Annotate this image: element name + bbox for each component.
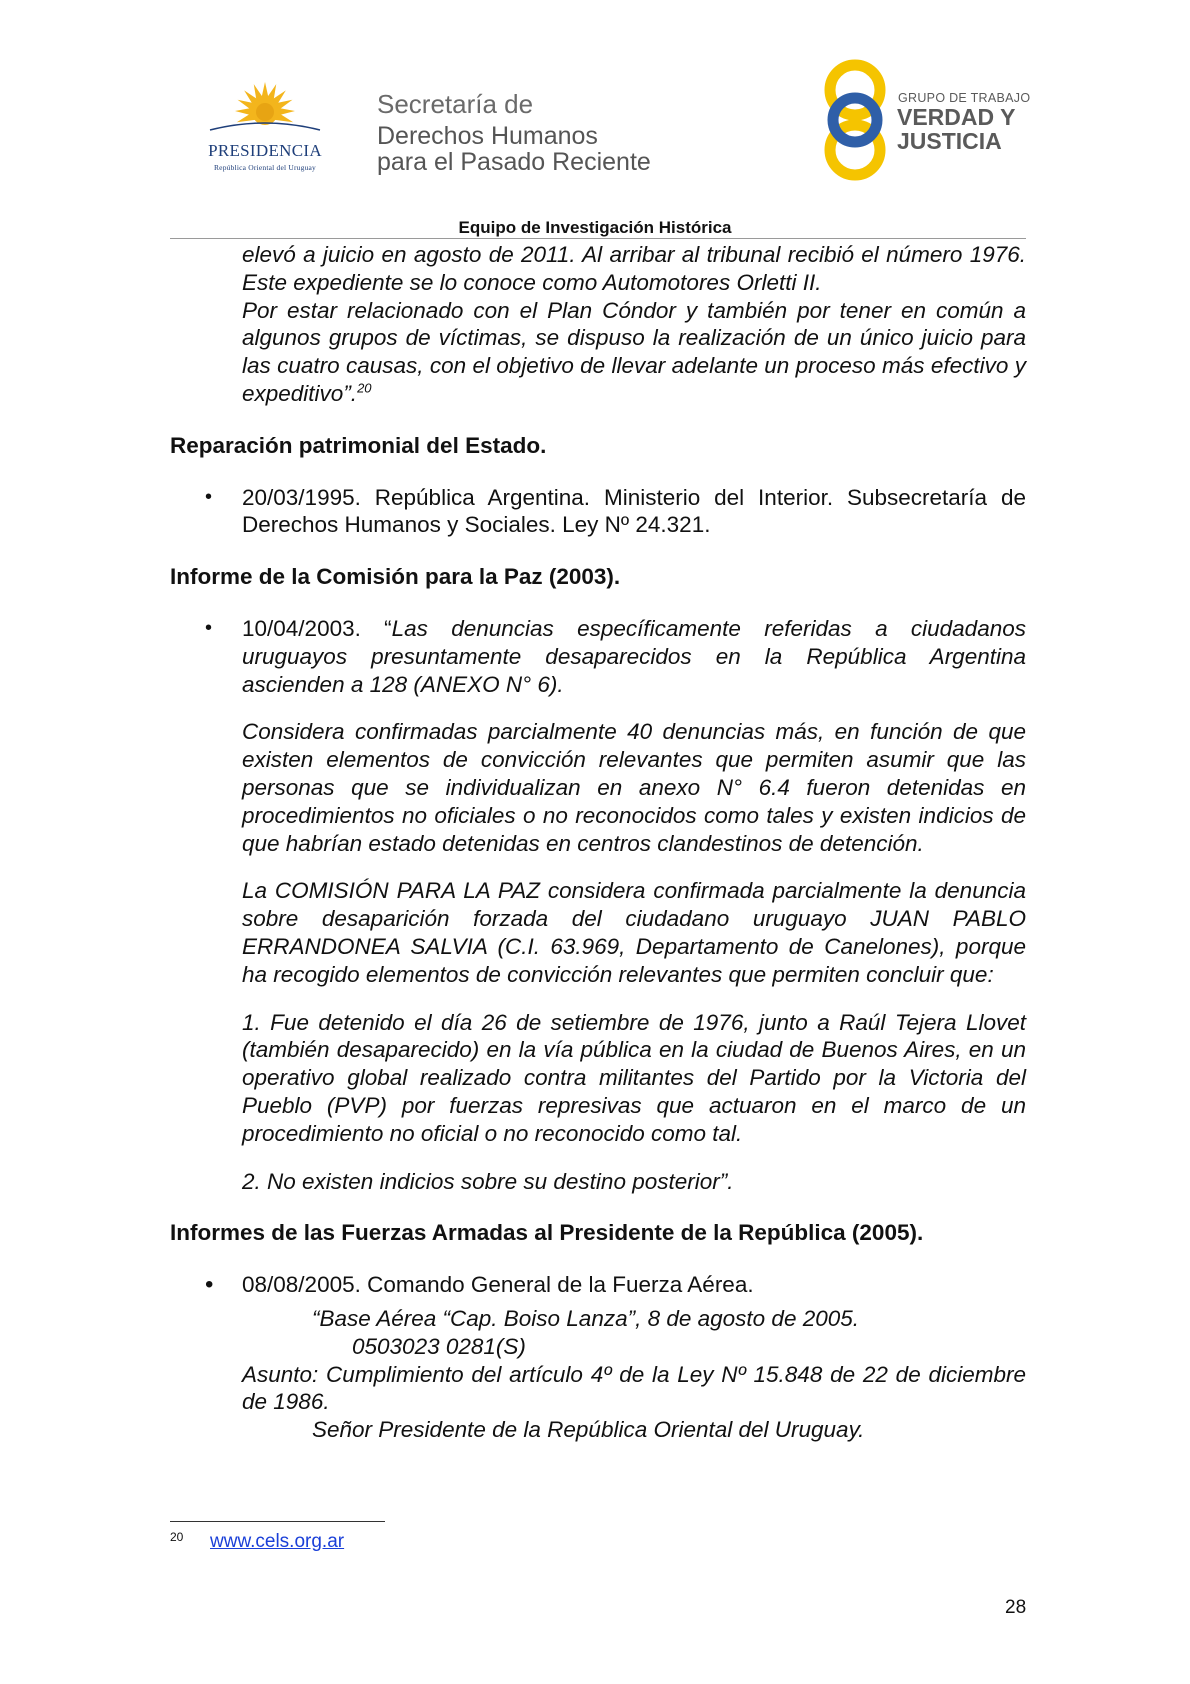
bullet-icon: • [205, 1271, 214, 1299]
list-item-text [242, 615, 1026, 698]
list-item-quote: Las denuncias específicamente referidas a ciudadanos uruguayos presuntamente desaparecidos en la República Argentina ascienden a 128 (ANEXO N° 6). [242, 615, 1026, 697]
list-item [170, 484, 1026, 540]
list-item-date: 10/04/2003. “ [242, 615, 392, 641]
footnote-link[interactable]: www.cels.org.ar [210, 1531, 345, 1552]
justicia-label: JUSTICIA [897, 128, 1002, 154]
quote-paragraph: 2. No existen indicios sobre su destino posterior”. [242, 1168, 734, 1194]
verdad-justicia-rings-logo [820, 55, 890, 185]
letter-reference: 0503023 0281(S) [352, 1333, 526, 1359]
secretaria-line3: para el Pasado Reciente [377, 148, 651, 176]
page-number: 28 [1005, 1597, 1027, 1618]
section-heading-reparacion: Reparación patrimonial del Estado. [170, 432, 547, 458]
list-item-text: 20/03/1995. República Argentina. Ministerio del Interior. Subsecretaría de Derechos Humanos y Sociales. Ley Nº 24.321. [242, 484, 1026, 538]
list-item [170, 1271, 1026, 1299]
letter-salutation: Señor Presidente de la República Oriental del Uruguay. [312, 1417, 865, 1443]
section-heading-informes: Informes de las Fuerzas Armadas al Presidente de la República (2005). [170, 1220, 924, 1246]
presidencia-subtitle: República Oriental del Uruguay [213, 163, 316, 172]
document-body [170, 241, 1026, 1444]
section-heading-comision: Informe de la Comisión para la Paz (2003). [170, 564, 621, 590]
footnote-divider [170, 1521, 385, 1522]
quote-paragraph: 1. Fue detenido el día 26 de setiembre de 1976, junto a Raúl Tejera Llovet (también desaparecido) en la vía pública en la ciudad de Buenos Aires, en un operativo global realizado contra militantes del Partido por la Victoria del Pueblo (PVP) por fuerzas represivas que actuaron en el marco de un procedimiento no oficial o no reconocido como tal. [242, 1009, 1026, 1146]
footnote-ref: 20 [357, 380, 372, 396]
grupo-trabajo-label: GRUPO DE TRABAJO [898, 91, 1031, 105]
quote-paragraph: La COMISIÓN PARA LA PAZ considera confirmada parcialmente la denuncia sobre desaparición forzada del ciudadano uruguayo JUAN PABLO ERRANDONEA SALVIA (C.I. 63.969, Departamento de Canelones), porque ha recogido elementos de convicción relevantes que permiten concluir que: [242, 878, 1026, 987]
team-title: Equipo de Investigación Histórica [458, 218, 732, 237]
bullet-icon: • [205, 485, 213, 508]
quote-paragraph-2 [242, 297, 1026, 408]
list-item [170, 615, 1026, 698]
secretaria-line1: Secretaría de [377, 89, 534, 119]
secretaria-line2: Derechos Humanos [377, 122, 598, 150]
verdad-label: VERDAD Y [897, 104, 1016, 130]
footnote-number: 20 [170, 1530, 184, 1544]
header-divider [170, 238, 1026, 239]
bullet-icon: • [205, 616, 213, 639]
letter-subject: Asunto: Cumplimiento del artículo 4º de la Ley Nº 15.848 de 22 de diciembre de 1986. [242, 1361, 1026, 1415]
quote-paragraph-1: elevó a juicio en agosto de 2011. Al arribar al tribunal recibió el número 1976. Este expediente se lo conoce como Automotores Orletti II. [242, 242, 1026, 295]
letter-place-date: “Base Aérea “Cap. Boiso Lanza”, 8 de agosto de 2005. [312, 1305, 860, 1331]
page-header [190, 55, 1040, 190]
quote-paragraph-2-text: Por estar relacionado con el Plan Cóndor y también por tener en común a algunos grupos de víctimas, se dispuso la realización de un único juicio para las cuatro causas, con el objetivo de llevar adelante un proceso más efectivo y expeditivo”. [242, 297, 1026, 406]
list-item-text: 08/08/2005. Comando General de la Fuerza Aérea. [242, 1272, 754, 1298]
presidencia-wordmark: PRESIDENCIA [208, 141, 322, 160]
quote-paragraph: Considera confirmadas parcialmente 40 denuncias más, en función de que existen elementos de convicción relevantes que permiten asumir que las personas que se individualizan en anexo N° 6.4 fueron detenidas en procedimientos no oficiales o no reconocidos como tales y existen indicios de que habrían estado detenidas en centros clandestinos de detención. [242, 719, 1026, 856]
